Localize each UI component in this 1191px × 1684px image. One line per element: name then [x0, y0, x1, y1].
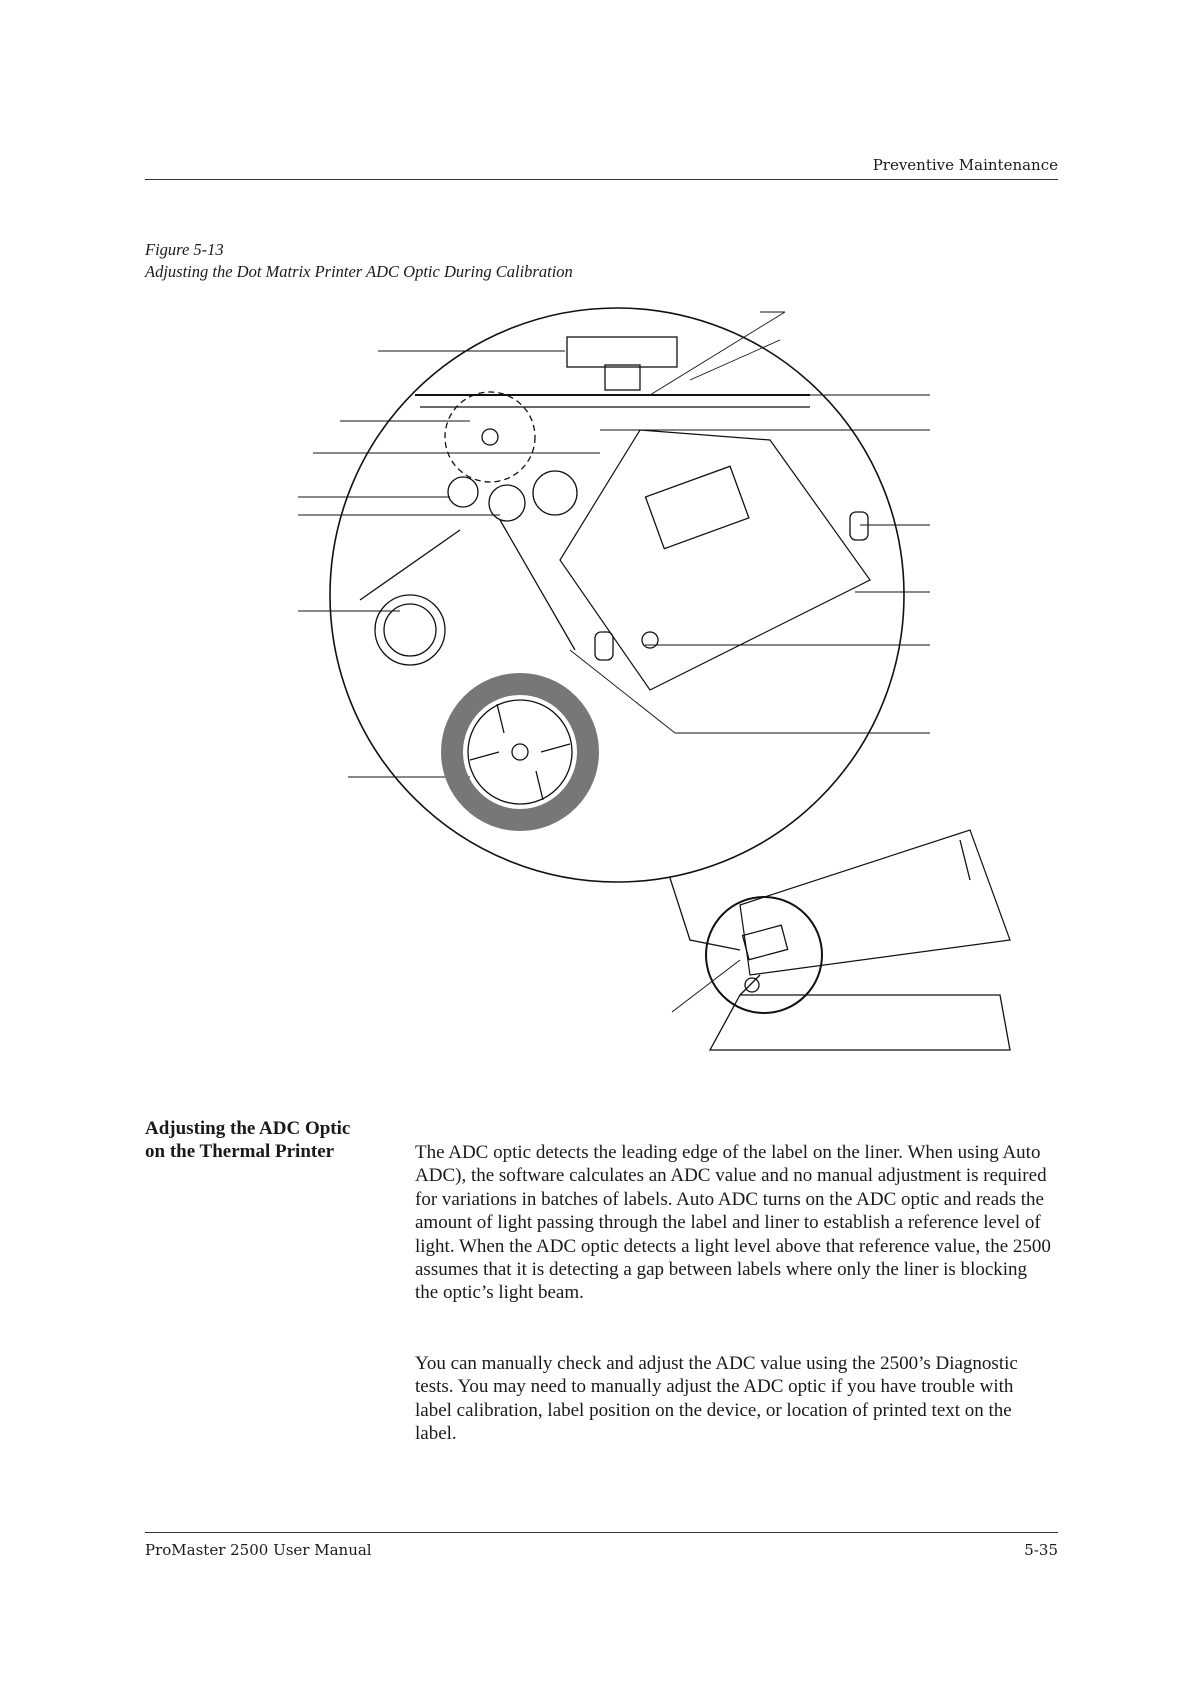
- paragraph-2: You can manually check and adjust the ADC value using the 2500’s Diagnostic tests. You may need to manually adjust the ADC optic if you have trouble with label calibration, label position on the device, or location of printed text on the label.: [415, 1353, 1018, 1445]
- heading-line-1: Adjusting the ADC Optic: [145, 1118, 351, 1139]
- heading-line-2: on the Thermal Printer: [145, 1141, 335, 1162]
- footer-manual-title: ProMaster 2500 User Manual: [145, 1541, 372, 1559]
- page-number: 5-35: [1024, 1541, 1058, 1559]
- running-header: Preventive Maintenance: [872, 156, 1058, 174]
- paragraph-1: The ADC optic detects the leading edge of the label on the liner. When using Auto ADC), the software calculates an ADC value and no manual adjustment is required for variations in batches of labels. Auto ADC turns on the ADC optic and reads the amount of light passing through the label and liner to establish a reference level of light. When the ADC optic detects a light level above that reference value, the 2500 assumes that it is detecting a gap between labels where only the liner is blocking the optic’s light beam.: [415, 1142, 1051, 1304]
- figure-title: Adjusting the Dot Matrix Printer ADC Optic During Calibration: [145, 262, 573, 281]
- printer-base: [740, 830, 1010, 975]
- figure-number: Figure 5-13: [145, 240, 224, 259]
- section-heading: [145, 1117, 350, 1163]
- footer-rule: [145, 1532, 1058, 1533]
- label-roll: [452, 684, 588, 820]
